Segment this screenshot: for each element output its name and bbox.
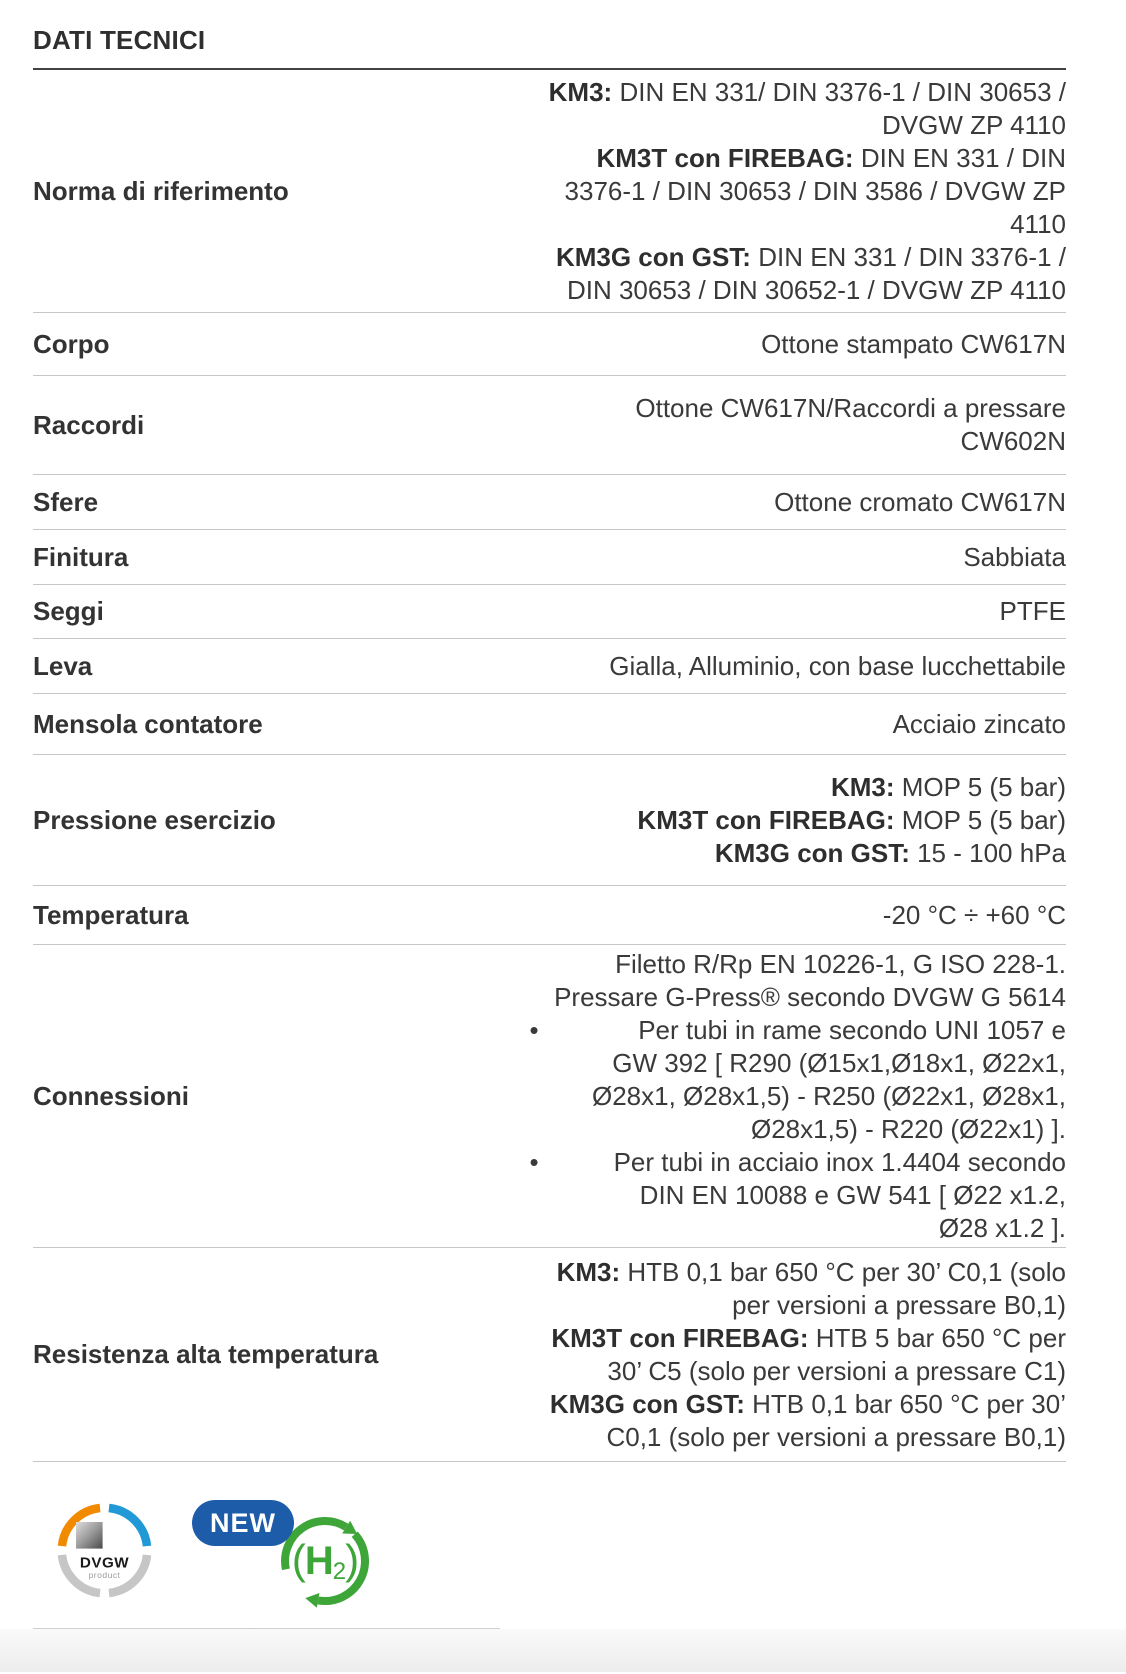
- value-line: GW 392 [ R290 (Ø15x1,Ø18x1, Ø22x1,: [612, 1047, 1066, 1078]
- dvgw-arc-blue: [109, 1508, 147, 1546]
- value-line: KM3: MOP 5 (5 bar): [830, 771, 1066, 802]
- row-value-leva: [488, 650, 1066, 683]
- page-title: DATI TECNICI: [33, 25, 206, 55]
- value-line: Pressare G-Press® secondo DVGW G 5614: [554, 981, 1066, 1012]
- value-line: KM3G con GST: HTB 0,1 bar 650 °C per 30’: [549, 1388, 1066, 1419]
- row-value-finitura: [488, 541, 1066, 574]
- row-value-connessioni: [488, 948, 1066, 1245]
- certification-badges: [33, 1462, 1066, 1628]
- value-line: Per tubi in acciaio inox 1.4404 secondo: [613, 1146, 1066, 1177]
- value-line: 4110: [1010, 208, 1066, 239]
- value-line: PTFE: [999, 596, 1066, 626]
- row-label-leva: Leva: [33, 650, 93, 681]
- value-line: Ø28 x1.2 ].: [938, 1212, 1066, 1243]
- row-value-resistenza-alta-temperatura: [488, 1256, 1066, 1454]
- table-row-corpo: [33, 313, 1066, 376]
- row-label-finitura: Finitura: [33, 541, 129, 572]
- value-line: Ø28x1, Ø28x1,5) - R250 (Ø22x1, Ø28x1,: [591, 1080, 1066, 1111]
- row-label-resistenza-alta-temperatura: Resistenza alta temperatura: [33, 1339, 379, 1369]
- value-line: KM3G con GST: DIN EN 331 / DIN 3376-1 /: [555, 241, 1066, 272]
- value-line: Ø28x1,5) - R220 (Ø22x1) ].: [750, 1113, 1066, 1144]
- value-line: KM3T con FIREBAG: HTB 5 bar 650 °C per: [551, 1322, 1066, 1353]
- value-line: 3376-1 / DIN 30653 / DIN 3586 / DVGW ZP: [564, 175, 1066, 206]
- bullet-dot: •: [529, 1146, 539, 1177]
- row-label-connessioni: Connessioni: [33, 1080, 190, 1111]
- table-row-seggi: [33, 585, 1066, 639]
- value-line: DVGW ZP 4110: [882, 109, 1066, 140]
- bullet-text: [544, 1014, 1066, 1146]
- value-line: C0,1 (solo per versioni a pressare B0,1): [606, 1421, 1066, 1452]
- value-line: Sabbiata: [963, 541, 1066, 572]
- value-line: per versioni a pressare B0,1): [732, 1289, 1066, 1320]
- row-label-seggi: Seggi: [33, 596, 104, 626]
- dvgw-gradient-square: [76, 1522, 103, 1549]
- row-value-sfere: [488, 486, 1066, 519]
- table-row-mensola-contatore: [33, 694, 1066, 755]
- value-line: Gialla, Alluminio, con base lucchettabile: [609, 650, 1066, 681]
- value-line: KM3G con GST: 15 - 100 hPa: [714, 837, 1066, 868]
- table-row-finitura: [33, 530, 1066, 585]
- value-line: Filetto R/Rp EN 10226-1, G ISO 228-1.: [615, 948, 1066, 979]
- row-label-mensola-contatore: Mensola contatore: [33, 708, 263, 739]
- dvgw-product-label: product: [88, 1570, 121, 1581]
- table-row-leva: [33, 639, 1066, 694]
- row-value-mensola-contatore: [488, 708, 1066, 741]
- value-line: DIN 30653 / DIN 30652-1 / DVGW ZP 4110: [566, 274, 1066, 305]
- value-line: -20 °C ÷ +60 °C: [882, 899, 1066, 930]
- dvgw-wordmark: DVGW: [79, 1554, 130, 1572]
- bullet-text: [544, 1146, 1066, 1245]
- row-value-seggi: [488, 595, 1066, 628]
- row-label-pressione-esercizio: Pressione esercizio: [33, 804, 276, 835]
- row-value-norma-di-riferimento: [488, 76, 1066, 307]
- value-line: KM3: DIN EN 331/ DIN 3376-1 / DIN 30653 /: [548, 76, 1066, 107]
- new-badge-label: NEW: [210, 1507, 276, 1538]
- bullet-item: [488, 1014, 1066, 1146]
- row-label-norma-di-riferimento: Norma di riferimento: [33, 175, 289, 206]
- value-line: Acciaio zincato: [892, 708, 1066, 739]
- row-value-raccordi: [488, 392, 1066, 458]
- new-badge: [192, 1500, 294, 1546]
- value-line: 30’ C5 (solo per versioni a pressare C1): [607, 1355, 1066, 1386]
- row-label-corpo: Corpo: [33, 328, 110, 359]
- table-row-norma-di-riferimento: [33, 70, 1066, 313]
- value-line: Ottone cromato CW617N: [774, 486, 1066, 517]
- section-header: [33, 0, 1066, 70]
- value-line: KM3T con FIREBAG: DIN EN 331 / DIN: [596, 142, 1066, 173]
- row-label-sfere: Sfere: [33, 486, 99, 517]
- bullet-item: [488, 1146, 1066, 1245]
- h2-glyph: (H2): [291, 1536, 359, 1585]
- value-line: Ottone stampato CW617N: [761, 328, 1066, 359]
- row-value-pressione-esercizio: [488, 771, 1066, 870]
- row-label-temperatura: Temperatura: [33, 899, 189, 930]
- table-row-connessioni: [33, 945, 1066, 1248]
- table-row-pressione-esercizio: [33, 755, 1066, 886]
- value-line: KM3: HTB 0,1 bar 650 °C per 30’ C0,1 (solo: [556, 1256, 1066, 1287]
- dvgw-product-logo: [57, 1503, 152, 1598]
- value-line: DIN EN 10088 e GW 541 [ Ø22 x1.2,: [639, 1179, 1066, 1210]
- value-line: CW602N: [960, 426, 1066, 456]
- table-row-temperatura: [33, 886, 1066, 945]
- value-line: Ottone CW617N/Raccordi a pressare: [635, 393, 1066, 423]
- table-row-raccordi: [33, 376, 1066, 475]
- row-value-temperatura: [488, 899, 1066, 932]
- page-bottom-strip: [0, 1629, 1126, 1672]
- value-line: KM3T con FIREBAG: MOP 5 (5 bar): [637, 804, 1066, 835]
- value-line: Per tubi in rame secondo UNI 1057 e: [638, 1014, 1066, 1045]
- row-value-corpo: [488, 328, 1066, 361]
- technical-data-table: [33, 70, 1066, 1462]
- bullet-dot: •: [529, 1014, 539, 1045]
- h2-arrowhead-bottom: [305, 1593, 319, 1608]
- table-row-resistenza-alta-temperatura: [33, 1248, 1066, 1462]
- table-row-sfere: [33, 475, 1066, 530]
- row-label-raccordi: Raccordi: [33, 409, 145, 440]
